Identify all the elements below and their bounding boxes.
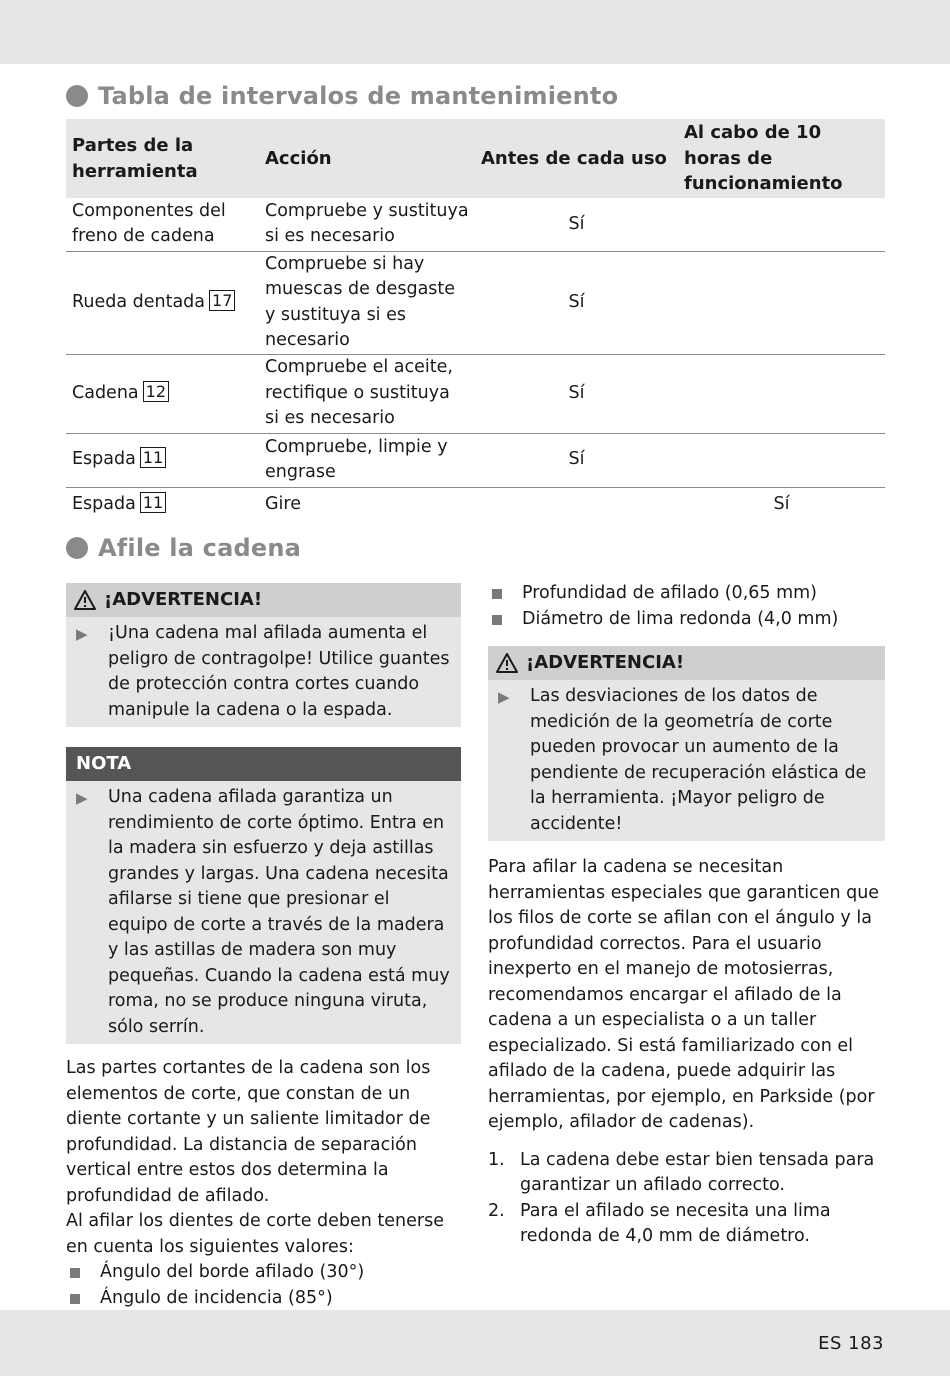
warning-box [488,646,885,841]
bullet-dot-icon [66,537,88,559]
note-header: NOTA [66,747,461,781]
table-row [66,354,885,433]
cell-before: Sí [475,251,678,354]
cell-before: Sí [475,198,678,251]
warning-triangle-icon [74,590,96,610]
warning-box [66,583,461,727]
square-bullet-icon [492,615,502,625]
ref-number: 11 [140,492,166,513]
file-spec-list [488,581,885,632]
cell-action: Compruebe el aceite, rectifique o sustituya si es necesario [259,354,475,433]
cell-after [678,251,885,354]
cell-after [678,354,885,433]
left-column [66,583,461,1337]
bullet-dot-icon [66,85,88,107]
table-row [66,487,885,521]
header-after-10h: Al cabo de 10 horas de funcionamiento [678,119,885,198]
cell-part: Espada 11 [66,433,259,487]
footer-band [0,1310,950,1376]
cell-after [678,433,885,487]
warning-title: ¡ADVERTENCIA! [526,652,685,674]
right-column [488,581,885,1250]
table-header-row [66,119,885,198]
cell-after: Sí [773,493,790,514]
steps-list [488,1148,885,1250]
square-bullet-icon [70,1294,80,1304]
list-item: 1. La cadena debe estar bien tensada para garantizar un afilado correcto. [488,1149,875,1195]
header-parts: Partes de la herramienta [66,119,259,198]
warning-header [488,646,885,680]
note-box [66,747,461,1044]
section-title-text: Afile la cadena [98,534,302,562]
sharpening-tools-paragraph: Para afilar la cadena se necesitan herramientas especiales que garanticen que los filos de corte se afilan con el ángulo y la profundidad correctos. Para el usuario inexperto en el manejo de motosierras, recomendamos encargar el afilado de la cadena a un especialista o a un taller especializado. Si está familiarizado con el afilado de la cadena, puede adquirir las herramientas, por ejemplo, en Parkside (por ejemplo, afilador de cadenas). [488,857,880,1132]
cell-after [678,198,885,251]
cell-before: Sí [475,354,678,433]
cell-before [475,487,678,521]
table-row [66,251,885,354]
warning-text: ¡Una cadena mal afilada aumenta el peligro de contragolpe! Utilice guantes de protección contra cortes cuando manipule la cadena o la espada. [108,623,450,720]
ref-number: 17 [209,290,235,311]
square-bullet-icon [492,589,502,599]
cell-part: Cadena 12 [66,354,259,433]
section-title-text: Tabla de intervalos de mantenimiento [98,82,619,110]
list-item: Ángulo del borde afilado (30°) [66,1260,461,1286]
cell-part: Rueda dentada 17 [66,251,259,354]
cutting-parts-paragraph: Las partes cortantes de la cadena son los elementos de corte, que constan de un diente cortante y un saliente limitador de profundidad. La distancia de separación vertical entre estos dos determina la profundidad de afilado. [66,1058,431,1206]
page-number: ES 183 [818,1333,884,1354]
table-row [66,198,885,251]
top-band [0,0,950,64]
list-item: 2. Para el afilado se necesita una lima redonda de 4,0 mm de diámetro. [488,1200,831,1246]
cell-part: Componentes del freno de cadena [66,198,259,251]
arrow-bullet-icon: ▶ [76,789,88,807]
square-bullet-icon [70,1268,80,1278]
warning-text: Las desviaciones de los datos de medición de la geometría de corte pueden provocar un aumento de la pendiente de recuperación elástica de la herramienta. ¡Mayor peligro de accidente! [530,686,867,834]
warning-title: ¡ADVERTENCIA! [104,589,263,611]
list-item: Profundidad de afilado (0,65 mm) [488,581,885,607]
maintenance-table [66,119,885,521]
list-item: Ángulo de incidencia (85°) [66,1286,461,1312]
note-text: Una cadena afilada garantiza un rendimiento de corte óptimo. Entra en la madera sin esfuerzo y deja astillas grandes y largas. Una cadena necesita afilarse si tiene que presionar el equipo de corte a través de la madera y las astillas de madera son muy pequeñas. Cuando la cadena está muy roma, no se produce ninguna viruta, sólo serrín. [108,787,450,1037]
header-before-use: Antes de cada uso [475,119,678,198]
arrow-bullet-icon: ▶ [76,625,88,643]
cell-part: Espada 11 [66,487,259,521]
cell-action: Compruebe y sustituya si es necesario [259,198,475,251]
list-item: Diámetro de lima redonda (4,0 mm) [488,607,885,633]
ref-number: 12 [143,381,169,402]
warning-header [66,583,461,617]
cell-action: Compruebe si hay muescas de desgaste y sustituya si es necesario [259,251,475,354]
section-title-sharpen [66,534,301,562]
section-title-maintenance [66,82,618,110]
ref-number: 11 [140,447,166,468]
warning-triangle-icon [496,653,518,673]
cell-action: Gire [265,493,301,514]
cell-before: Sí [475,433,678,487]
arrow-bullet-icon: ▶ [498,688,510,706]
values-intro-paragraph: Al afilar los dientes de corte deben tenerse en cuenta los siguientes valores: [66,1211,444,1257]
header-action: Acción [259,119,475,198]
cell-action: Compruebe, limpie y engrase [259,433,475,487]
table-row [66,433,885,487]
